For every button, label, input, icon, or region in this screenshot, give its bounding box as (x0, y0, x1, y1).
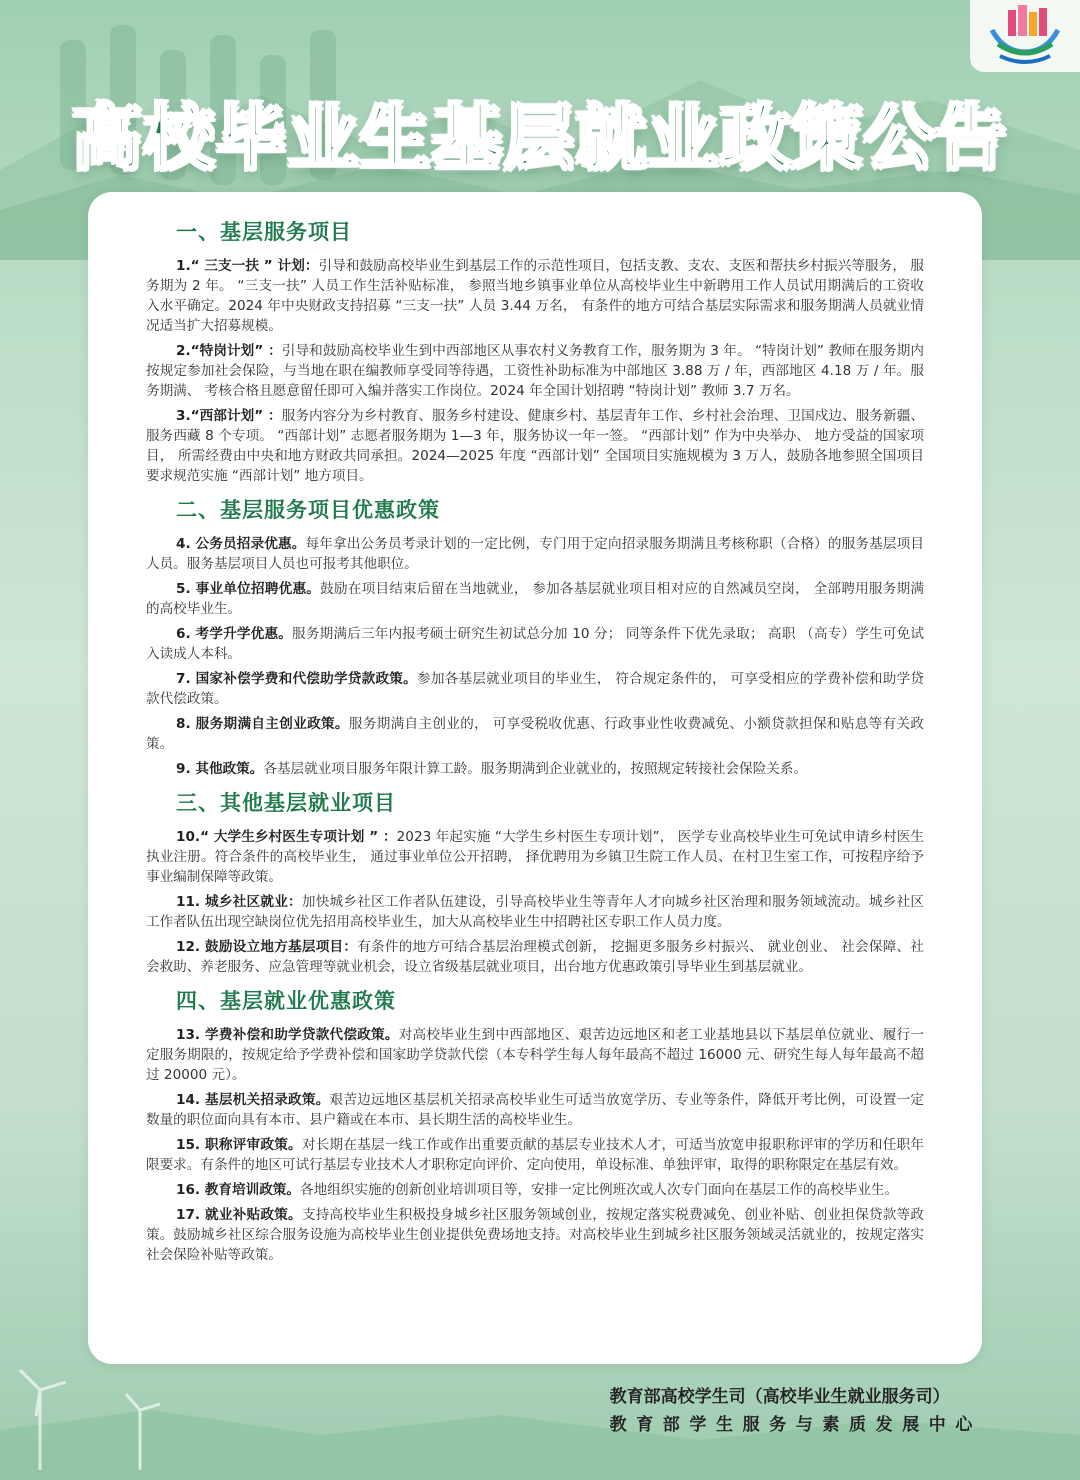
policy-item (146, 579, 924, 619)
policy-item (146, 714, 924, 754)
policy-item-text: 每年拿出公务员考录计划的一定比例，专门用于定向招录服务期满且考核称职（合格）的服务基层项目人员。服务基层项目人员也可报考其他职位。 (146, 536, 924, 572)
policy-item-text: 服务期满自主创业的， 可享受税收优惠、行政事业性收费减免、小额贷款担保和贴息等有关政策。 (146, 716, 924, 752)
section-heading: 二、基层服务项目优惠政策 (176, 498, 440, 522)
issuer-line-2: 教育部学生服务与素质发展中心 (609, 1415, 982, 1435)
policy-item-text: 2023 年起实施 “大学生乡村医生专项计划”， 医学专业高校毕业生可免试申请乡村医生执业注册。符合条件的高校毕业生， 通过事业单位公开招聘， 择优聘用为乡镇卫生院工作人员、在村卫生室工作，可按程序给予事业编制保障等政策。 (146, 829, 924, 885)
section-heading: 四、基层就业优惠政策 (176, 989, 396, 1013)
policy-item-text: 鼓励在项目结束后留在当地就业， 参加各基层就业项目相对应的自然减员空岗， 全部聘用服务期满的高校毕业生。 (146, 581, 925, 617)
policy-section (146, 494, 924, 779)
policy-section (146, 216, 924, 486)
policy-item (146, 937, 924, 977)
policy-item-label: 12. 鼓励设立地方基层项目： (176, 939, 358, 955)
issuer-block (610, 1383, 982, 1439)
policy-item (146, 406, 924, 486)
policy-item (146, 892, 924, 932)
policy-item-label: 2.“特岗计划” ： (176, 343, 282, 359)
policy-item (146, 759, 924, 779)
policy-item-label: 11. 城乡社区就业： (176, 894, 302, 910)
policy-item (146, 1180, 924, 1200)
policy-item (146, 827, 924, 887)
policy-item-label: 13. 学费补偿和助学贷款代偿政策。 (176, 1027, 399, 1043)
policy-item-label: 5. 事业单位招聘优惠。 (176, 581, 321, 597)
policy-item-label: 14. 基层机关招录政策。 (176, 1092, 330, 1108)
page-title: 高校毕业生基层就业政策公告 (72, 96, 1008, 179)
policy-item-text: 有条件的地方可结合基层治理模式创新， 挖掘更多服务乡村振兴、 就业创业、 社会保障、社会救助、养老服务、应急管理等就业机会，设立省级基层就业项目，出台地方优惠政策引导毕业生到基层就业。 (146, 939, 924, 975)
policy-item (146, 256, 924, 336)
policy-item-text: 加快城乡社区工作者队伍建设，引导高校毕业生等青年人才向城乡社区治理和服务领域流动。城乡社区工作者队伍出现空缺岗位优先招用高校毕业生，加大从高校毕业生中招聘社区专职工作人员力度。 (146, 894, 924, 930)
logo (970, 0, 1080, 72)
policy-item (146, 1205, 924, 1265)
policy-card (88, 192, 982, 1364)
policy-item (146, 341, 924, 401)
policy-item-label: 15. 职称评审政策。 (176, 1137, 302, 1153)
policy-item-label: 1.“ 三支一扶 ” 计划： (176, 258, 319, 274)
policy-item (146, 1135, 924, 1175)
policy-item-text: 服务期满后三年内报考硕士研究生初试总分加 10 分； 同等条件下优先录取； 高职 （高专）学生可免试入读成人本科。 (146, 626, 924, 662)
policy-item-label: 6. 考学升学优惠。 (176, 626, 293, 642)
policy-item (146, 534, 924, 574)
policy-section (146, 985, 924, 1265)
policy-item (146, 669, 924, 709)
policy-item-text: 各基层就业项目服务年限计算工龄。服务期满到企业就业的，按照规定转接社会保险关系。 (263, 761, 808, 777)
policy-item-text: 对高校毕业生到中西部地区、艰苦边远地区和老工业基地县以下基层单位就业、履行一定服务期限的，按规定给予学费补偿和国家助学贷款代偿（本专科学生每人每年最高不超过 16000 元、研究生每人每年最高不超过 20000 元）。 (146, 1027, 924, 1083)
policy-content (146, 216, 924, 1273)
policy-item-label: 17. 就业补贴政策。 (176, 1207, 302, 1223)
policy-item-label: 3.“西部计划” ： (176, 408, 282, 424)
city-hands-logo-icon (970, 0, 1080, 72)
issuer-line-1: 教育部高校学生司（高校毕业生就业服务司） (609, 1387, 950, 1407)
policy-item-label: 7. 国家补偿学费和代偿助学贷款政策。 (176, 671, 417, 687)
policy-item-text: 服务内容分为乡村教育、服务乡村建设、健康乡村、基层青年工作、乡村社会治理、卫国戍边、服务新疆、服务西藏 8 个专项。 “西部计划” 志愿者服务期为 1—3 年，服务协议一年一签。 “西部计划” 作为中央举办、 地方受益的国家项目， 所需经费由中央和地方财政共同承担。2024—2025 年度 “西部计划” 全国项目实施规模为 3 万人，鼓励各地参照全国项目要求规范实施 “西部计划” 地方项目。 (146, 408, 924, 484)
policy-item (146, 1025, 924, 1085)
policy-item-label: 16. 教育培训政策。 (176, 1182, 300, 1198)
policy-item-text: 对长期在基层一线工作或作出重要贡献的基层专业技术人才，可适当放宽申报职称评审的学历和任职年限要求。有条件的地区可试行基层专业技术人才职称定向评价、定向使用，单设标准、单独评审，取得的职称限定在基层有效。 (146, 1137, 924, 1173)
policy-item-label: 4. 公务员招录优惠。 (176, 536, 306, 552)
policy-item-text: 各地组织实施的创新创业培训项目等，安排一定比例班次或人次专门面向在基层工作的高校毕业生。 (299, 1182, 899, 1198)
policy-item-text: 引导和鼓励高校毕业生到基层工作的示范性项目，包括支教、支农、支医和帮扶乡村振兴等服务， 服务期为 2 年。 “三支一扶” 人员工作生活补贴标准， 参照当地乡镇事业单位从高校毕业生中新聘用工作人员试用期满后的工资收入水平确定。2024 年中央财政支持招募 “三支一扶” 人员 3.44 万名， 有条件的地方可结合基层实际需求和服务期满人员就业情况适当扩大招募规模。 (146, 258, 924, 334)
policy-item-label: 10.“ 大学生乡村医生专项计划 ” ： (176, 829, 397, 845)
policy-item-text: 参加各基层就业项目的毕业生， 符合规定条件的， 可享受相应的学费补偿和助学贷款代偿政策。 (146, 671, 925, 707)
policy-item-text: 艰苦边远地区基层机关招录高校毕业生可适当放宽学历、专业等条件，降低开考比例，可设置一定数量的职位面向具有本市、县户籍或在本市、县长期生活的高校毕业生。 (146, 1092, 924, 1128)
policy-item (146, 624, 924, 664)
policy-item (146, 1090, 924, 1130)
section-heading: 一、基层服务项目 (176, 220, 352, 244)
policy-item-text: 支持高校毕业生积极投身城乡社区服务领域创业，按规定落实税费减免、创业补贴、创业担保贷款等政策。鼓励城乡社区综合服务设施为高校毕业生创业提供免费场地支持。对高校毕业生到城乡社区服务领域灵活就业的，按规定落实社会保险补贴等政策。 (146, 1207, 924, 1263)
policy-item-text: 引导和鼓励高校毕业生到中西部地区从事农村义务教育工作，服务期为 3 年。 “特岗计划” 教师在服务期内按规定参加社会保险，与当地在职在编教师享受同等待遇，工资性补助标准为中部地区 3.88 万 / 年，西部地区 4.18 万 / 年。服务期满、 考核合格且愿意留任即可入编并落实工作岗位。2024 年全国计划招聘 “特岗计划” 教师 3.7 万名。 (146, 343, 925, 399)
policy-item-label: 8. 服务期满自主创业政策。 (176, 716, 349, 732)
section-heading: 三、其他基层就业项目 (176, 791, 396, 815)
policy-item-label: 9. 其他政策。 (176, 761, 264, 777)
policy-section (146, 787, 924, 977)
